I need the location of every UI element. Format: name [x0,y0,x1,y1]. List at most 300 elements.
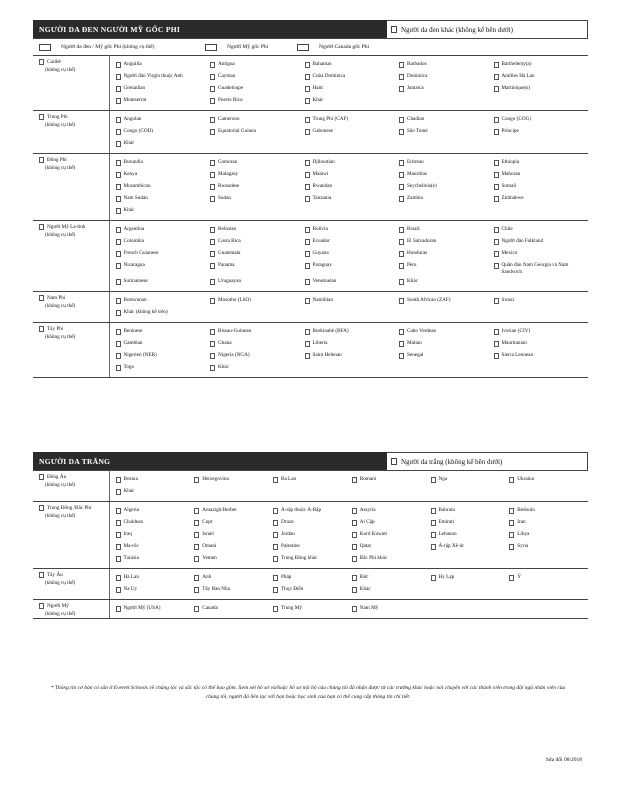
checkbox-icon[interactable] [494,184,499,190]
checkbox-icon[interactable] [116,62,121,68]
ethnicity-option[interactable] [273,505,352,517]
ethnicity-option[interactable] [399,59,494,71]
subhead-option[interactable]: Người Canada gốc Phi [291,39,407,55]
ethnicity-option[interactable] [194,553,273,565]
ethnicity-option[interactable] [352,584,431,596]
ethnicity-option[interactable] [399,193,494,205]
ethnicity-option[interactable] [399,260,494,276]
checkbox-icon[interactable] [305,86,310,92]
ethnicity-option[interactable] [116,486,195,498]
ethnicity-option[interactable] [399,350,494,362]
checkbox-icon[interactable] [273,477,278,483]
ethnicity-option[interactable] [352,529,431,541]
checkbox-icon[interactable] [116,508,121,514]
ethnicity-option[interactable] [399,126,494,138]
ethnicity-option[interactable] [116,59,211,71]
ethnicity-option[interactable] [210,276,305,288]
checkbox-icon[interactable] [494,341,499,347]
ethnicity-option[interactable] [352,517,431,529]
checkbox-icon[interactable] [210,172,215,178]
ethnicity-option[interactable] [509,517,588,529]
checkbox-icon[interactable] [116,544,121,550]
checkbox-icon[interactable] [194,532,199,538]
checkbox-icon[interactable] [431,477,436,483]
checkbox-icon[interactable] [494,86,499,92]
ethnicity-option[interactable] [194,529,273,541]
checkbox-icon[interactable] [210,86,215,92]
checkbox-icon[interactable] [352,587,357,593]
checkbox-icon[interactable] [305,353,310,359]
ethnicity-option[interactable] [305,224,400,236]
ethnicity-option[interactable] [273,584,352,596]
checkbox-icon[interactable] [116,160,121,166]
checkbox-icon[interactable] [116,353,121,359]
ethnicity-option[interactable] [305,276,400,288]
ethnicity-option[interactable] [116,584,195,596]
checkbox-icon[interactable] [116,184,121,190]
checkbox-icon[interactable] [509,575,514,581]
checkbox-icon[interactable] [509,520,514,526]
ethnicity-option[interactable] [509,529,588,541]
ethnicity-option[interactable] [399,157,494,169]
checkbox-icon[interactable] [116,129,121,135]
ethnicity-option[interactable] [273,572,352,584]
ethnicity-option[interactable] [352,474,431,486]
ethnicity-option[interactable] [494,114,589,126]
ethnicity-option[interactable] [305,260,400,276]
checkbox-icon[interactable] [305,298,310,304]
ethnicity-option[interactable] [210,126,305,138]
subhead-option[interactable]: Người Mỹ gốc Phi [199,39,291,55]
ethnicity-option[interactable] [494,193,589,205]
ethnicity-option[interactable] [116,169,211,181]
ethnicity-option[interactable] [431,529,510,541]
ethnicity-option[interactable] [352,603,431,615]
ethnicity-option[interactable] [399,224,494,236]
ethnicity-option[interactable] [352,541,431,553]
checkbox-icon[interactable] [305,329,310,335]
region-label-cell[interactable] [33,56,109,111]
region-label-cell[interactable] [33,111,109,154]
ethnicity-option[interactable] [116,553,195,565]
checkbox-icon[interactable] [116,279,121,285]
region-label-cell[interactable] [33,471,109,502]
ethnicity-option[interactable] [210,83,305,95]
ethnicity-option[interactable] [194,541,273,553]
checkbox-icon[interactable] [399,117,404,123]
ethnicity-option[interactable] [494,59,589,71]
checkbox-icon[interactable] [273,587,278,593]
ethnicity-option[interactable] [305,326,400,338]
checkbox-icon[interactable] [494,298,499,304]
checkbox-icon[interactable] [210,117,215,123]
checkbox-icon[interactable] [273,508,278,514]
ethnicity-option[interactable] [305,95,400,107]
checkbox-icon[interactable] [494,172,499,178]
checkbox-icon[interactable] [399,196,404,202]
ethnicity-option[interactable] [116,236,211,248]
ethnicity-option[interactable] [116,83,211,95]
ethnicity-option[interactable] [210,157,305,169]
checkbox-icon[interactable] [273,520,278,526]
checkbox-icon[interactable] [210,341,215,347]
ethnicity-option[interactable] [116,71,211,83]
checkbox-icon[interactable] [39,326,44,332]
checkbox-icon[interactable] [509,544,514,550]
ethnicity-option[interactable] [494,157,589,169]
checkbox-icon[interactable] [494,251,499,257]
checkbox-icon[interactable] [210,160,215,166]
ethnicity-option[interactable] [210,338,305,350]
region-label-cell[interactable] [33,323,109,378]
checkbox-icon[interactable] [352,575,357,581]
checkbox-icon[interactable] [39,603,44,609]
checkbox-icon[interactable] [305,196,310,202]
ethnicity-option[interactable] [399,248,494,260]
checkbox-icon[interactable] [494,117,499,123]
ethnicity-option[interactable] [305,338,400,350]
checkbox-icon[interactable] [210,62,215,68]
checkbox-icon[interactable] [116,117,121,123]
ethnicity-option[interactable] [494,295,589,307]
checkbox-icon[interactable] [116,365,121,371]
checkbox-icon[interactable] [116,263,121,269]
ethnicity-option[interactable] [352,553,431,565]
ethnicity-option[interactable] [305,71,400,83]
ethnicity-option[interactable] [399,295,494,307]
checkbox-icon[interactable] [494,74,499,80]
ethnicity-option[interactable] [494,83,589,95]
ethnicity-option[interactable] [399,236,494,248]
checkbox-icon[interactable] [39,224,44,230]
ethnicity-option[interactable] [210,248,305,260]
checkbox-icon[interactable] [273,575,278,581]
ethnicity-option[interactable] [116,126,211,138]
ethnicity-option[interactable] [116,505,195,517]
checkbox-icon[interactable] [431,508,436,514]
ethnicity-option[interactable] [116,517,195,529]
ethnicity-option[interactable] [305,350,400,362]
checkbox-icon[interactable] [399,74,404,80]
ethnicity-option[interactable] [352,572,431,584]
checkbox-icon[interactable] [273,556,278,562]
checkbox-icon[interactable] [494,239,499,245]
ethnicity-option[interactable] [494,169,589,181]
checkbox-icon[interactable] [194,556,199,562]
ethnicity-option[interactable] [210,193,305,205]
checkbox-icon[interactable] [39,59,44,65]
checkbox-icon[interactable] [399,172,404,178]
ethnicity-option[interactable] [210,169,305,181]
ethnicity-option[interactable] [431,541,510,553]
checkbox-icon[interactable] [352,520,357,526]
ethnicity-option[interactable] [210,350,305,362]
checkbox-icon[interactable] [116,227,121,233]
ethnicity-option[interactable] [509,474,588,486]
checkbox-icon[interactable] [305,74,310,80]
checkbox-icon[interactable] [352,508,357,514]
checkbox-icon[interactable] [116,556,121,562]
ethnicity-option[interactable] [399,169,494,181]
other-black-option[interactable] [387,20,588,38]
checkbox-icon[interactable] [494,62,499,68]
checkbox-icon[interactable] [210,251,215,257]
ethnicity-option[interactable] [494,248,589,260]
checkbox-icon[interactable] [273,544,278,550]
checkbox-icon[interactable] [352,606,357,612]
checkbox-icon[interactable] [210,365,215,371]
checkbox-icon[interactable] [509,508,514,514]
region-label-cell[interactable] [33,569,109,600]
ethnicity-option[interactable] [210,95,305,107]
region-label-cell[interactable] [33,600,109,619]
ethnicity-option[interactable] [210,362,305,374]
ethnicity-option[interactable] [116,260,211,276]
ethnicity-option[interactable] [305,126,400,138]
ethnicity-option[interactable] [305,114,400,126]
checkbox-icon[interactable] [205,44,217,51]
ethnicity-option[interactable] [431,517,510,529]
ethnicity-option[interactable] [116,541,195,553]
ethnicity-option[interactable] [116,224,211,236]
checkbox-icon[interactable] [116,208,121,214]
ethnicity-option[interactable] [210,114,305,126]
checkbox-icon[interactable] [399,251,404,257]
ethnicity-option[interactable] [273,553,352,565]
ethnicity-option[interactable] [494,236,589,248]
ethnicity-option[interactable] [116,529,195,541]
checkbox-icon[interactable] [116,329,121,335]
checkbox-icon[interactable] [116,251,121,257]
ethnicity-option[interactable] [399,338,494,350]
checkbox-icon[interactable] [305,117,310,123]
ethnicity-option[interactable] [399,181,494,193]
checkbox-icon[interactable] [116,196,121,202]
checkbox-icon[interactable] [399,279,404,285]
checkbox-icon[interactable] [305,251,310,257]
ethnicity-option[interactable] [194,603,273,615]
checkbox-icon[interactable] [116,489,121,495]
ethnicity-option[interactable] [116,350,211,362]
ethnicity-option[interactable] [305,236,400,248]
checkbox-icon[interactable] [116,86,121,92]
ethnicity-option[interactable] [116,138,211,150]
checkbox-icon[interactable] [352,477,357,483]
ethnicity-option[interactable] [399,276,494,288]
ethnicity-option[interactable] [210,260,305,276]
ethnicity-option[interactable] [116,603,195,615]
checkbox-icon[interactable] [39,157,44,163]
checkbox-icon[interactable] [210,279,215,285]
ethnicity-option[interactable] [399,71,494,83]
checkbox-icon[interactable] [39,505,44,511]
checkbox-icon[interactable] [116,587,121,593]
ethnicity-option[interactable] [116,338,211,350]
ethnicity-option[interactable] [431,505,510,517]
checkbox-icon[interactable] [194,520,199,526]
ethnicity-option[interactable] [494,326,589,338]
ethnicity-option[interactable] [509,505,588,517]
checkbox-icon[interactable] [116,532,121,538]
checkbox-icon[interactable] [494,329,499,335]
ethnicity-option[interactable] [305,181,400,193]
checkbox-icon[interactable] [194,508,199,514]
ethnicity-option[interactable] [116,326,211,338]
checkbox-icon[interactable] [391,458,397,465]
checkbox-icon[interactable] [273,606,278,612]
checkbox-icon[interactable] [194,575,199,581]
checkbox-icon[interactable] [116,74,121,80]
ethnicity-option[interactable] [210,326,305,338]
checkbox-icon[interactable] [399,184,404,190]
other-white-option[interactable] [387,452,588,470]
checkbox-icon[interactable] [399,62,404,68]
checkbox-icon[interactable] [399,86,404,92]
checkbox-icon[interactable] [273,532,278,538]
checkbox-icon[interactable] [116,310,121,316]
checkbox-icon[interactable] [399,239,404,245]
checkbox-icon[interactable] [194,544,199,550]
region-label-cell[interactable] [33,292,109,323]
ethnicity-option[interactable] [116,362,211,374]
ethnicity-option[interactable] [210,224,305,236]
ethnicity-option[interactable] [116,181,211,193]
checkbox-icon[interactable] [210,129,215,135]
checkbox-icon[interactable] [494,227,499,233]
checkbox-icon[interactable] [352,556,357,562]
region-label-cell[interactable] [33,221,109,292]
ethnicity-option[interactable] [305,157,400,169]
ethnicity-option[interactable] [194,474,273,486]
checkbox-icon[interactable] [116,172,121,178]
ethnicity-option[interactable] [210,295,305,307]
checkbox-icon[interactable] [399,298,404,304]
checkbox-icon[interactable] [305,172,310,178]
checkbox-icon[interactable] [116,575,121,581]
ethnicity-option[interactable] [116,248,211,260]
checkbox-icon[interactable] [305,341,310,347]
ethnicity-option[interactable] [399,326,494,338]
checkbox-icon[interactable] [210,98,215,104]
ethnicity-option[interactable] [494,338,589,350]
checkbox-icon[interactable] [305,279,310,285]
ethnicity-option[interactable] [210,236,305,248]
checkbox-icon[interactable] [194,606,199,612]
checkbox-icon[interactable] [116,477,121,483]
ethnicity-option[interactable] [273,529,352,541]
ethnicity-option[interactable] [273,517,352,529]
region-label-cell[interactable] [33,502,109,569]
checkbox-icon[interactable] [305,129,310,135]
checkbox-icon[interactable] [399,263,404,269]
ethnicity-option[interactable] [509,572,588,584]
ethnicity-option[interactable] [194,517,273,529]
checkbox-icon[interactable] [194,477,199,483]
ethnicity-option[interactable] [116,474,195,486]
checkbox-icon[interactable] [210,74,215,80]
checkbox-icon[interactable] [39,114,44,120]
ethnicity-option[interactable] [116,114,211,126]
checkbox-icon[interactable] [305,239,310,245]
checkbox-icon[interactable] [399,227,404,233]
checkbox-icon[interactable] [509,532,514,538]
checkbox-icon[interactable] [210,196,215,202]
ethnicity-option[interactable] [273,541,352,553]
ethnicity-option[interactable] [431,474,510,486]
checkbox-icon[interactable] [116,141,121,147]
checkbox-icon[interactable] [352,532,357,538]
checkbox-icon[interactable] [399,160,404,166]
checkbox-icon[interactable] [305,263,310,269]
checkbox-icon[interactable] [210,239,215,245]
checkbox-icon[interactable] [399,353,404,359]
checkbox-icon[interactable] [399,329,404,335]
checkbox-icon[interactable] [116,606,121,612]
checkbox-icon[interactable] [116,239,121,245]
checkbox-icon[interactable] [305,227,310,233]
region-label-cell[interactable] [33,154,109,221]
checkbox-icon[interactable] [431,532,436,538]
ethnicity-option[interactable] [494,71,589,83]
ethnicity-option[interactable] [194,572,273,584]
ethnicity-option[interactable] [305,193,400,205]
ethnicity-option[interactable] [305,59,400,71]
ethnicity-option[interactable] [494,260,589,276]
checkbox-icon[interactable] [116,298,121,304]
ethnicity-option[interactable] [116,276,211,288]
checkbox-icon[interactable] [494,196,499,202]
checkbox-icon[interactable] [494,129,499,135]
ethnicity-option[interactable] [116,307,211,319]
checkbox-icon[interactable] [39,295,44,301]
checkbox-icon[interactable] [210,263,215,269]
ethnicity-option[interactable] [399,114,494,126]
checkbox-icon[interactable] [39,572,44,578]
ethnicity-option[interactable] [210,181,305,193]
checkbox-icon[interactable] [305,160,310,166]
checkbox-icon[interactable] [431,575,436,581]
ethnicity-option[interactable] [194,505,273,517]
checkbox-icon[interactable] [297,44,309,51]
checkbox-icon[interactable] [39,474,44,480]
ethnicity-option[interactable] [210,59,305,71]
ethnicity-option[interactable] [273,474,352,486]
checkbox-icon[interactable] [509,477,514,483]
ethnicity-option[interactable] [494,181,589,193]
ethnicity-option[interactable] [116,95,211,107]
ethnicity-option[interactable] [116,295,211,307]
checkbox-icon[interactable] [431,520,436,526]
ethnicity-option[interactable] [305,169,400,181]
ethnicity-option[interactable] [305,248,400,260]
checkbox-icon[interactable] [399,341,404,347]
checkbox-icon[interactable] [305,62,310,68]
checkbox-icon[interactable] [494,353,499,359]
checkbox-icon[interactable] [305,98,310,104]
ethnicity-option[interactable] [305,83,400,95]
ethnicity-option[interactable] [431,572,510,584]
checkbox-icon[interactable] [391,26,397,33]
ethnicity-option[interactable] [116,157,211,169]
ethnicity-option[interactable] [494,126,589,138]
checkbox-icon[interactable] [39,44,51,51]
checkbox-icon[interactable] [116,341,121,347]
ethnicity-option[interactable] [509,541,588,553]
checkbox-icon[interactable] [494,263,499,269]
checkbox-icon[interactable] [210,329,215,335]
ethnicity-option[interactable] [352,505,431,517]
ethnicity-option[interactable] [116,572,195,584]
